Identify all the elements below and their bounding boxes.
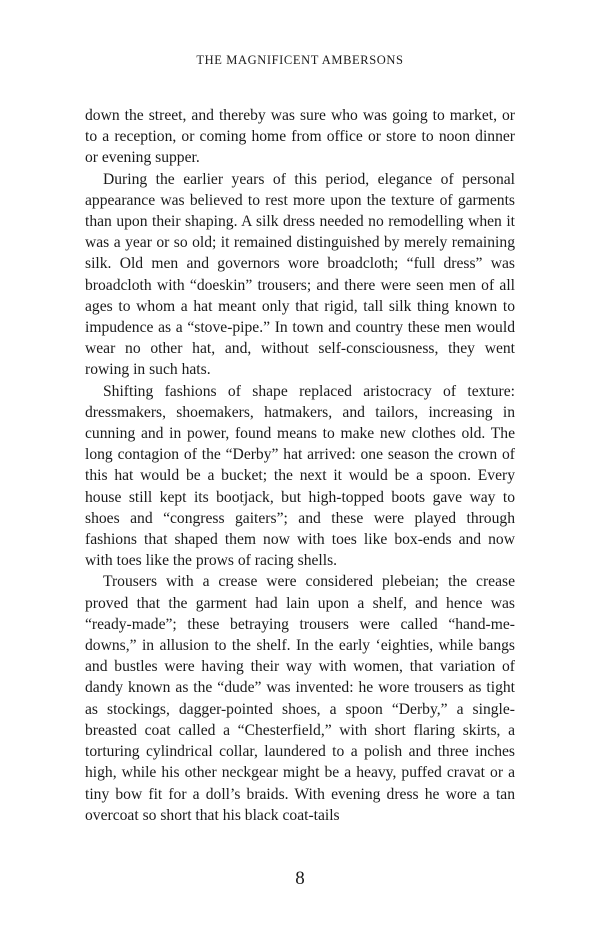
paragraph: down the street, and thereby was sure who was going to market, or to a reception, or coming home from office or store to noon dinner or evening supper. (85, 107, 515, 167)
body-text (85, 105, 515, 826)
paragraph: Trousers with a crease were considered plebeian; the crease proved that the garment had lain upon a shelf, and hence was “ready-made”; these betraying trousers were called “hand-me-downs,” in allusion to the shelf. In the early ‘eighties, while bangs and bustles were having their way with women, that variation of dandy known as the “dude” was invented: he wore trousers as tight as stockings, dagger-pointed shoes, a spoon “Derby,” a single-breasted coat called a “Chesterfield,” with short flaring skirts, a torturing cylindrical collar, laundered to a polish and three inches high, while his other neckgear might be a heavy, puffed cravat or a tiny bow fit for a doll’s braids. With evening dress he wore a tan overcoat so short that his black coat-tails (85, 573, 515, 824)
page-number: 8 (295, 868, 305, 889)
paragraph: During the earlier years of this period, elegance of personal appearance was believed to rest more upon the texture of garments than upon their shaping. A silk dress needed no remodelling when it was a year or so old; it remained distinguished by merely remaining silk. Old men and governors wore broadcloth; “full dress” was broadcloth with “doeskin” trousers; and there were seen men of all ages to whom a hat meant only that rigid, tall silk thing known to impudence as a “stove-pipe.” In town and country these men would wear no other hat, and, without self-consciousness, they went rowing in such hats. (85, 170, 515, 379)
paragraph: Shifting fashions of shape replaced aristocracy of texture: dressmakers, shoemakers, hatmakers, and tailors, increasing in cunning and in power, found means to make new clothes old. The long contagion of the “Derby” hat arrived: one season the crown of this hat would be a bucket; the next it would be a spoon. Every house still kept its bootjack, but high-topped boots gave way to shoes and “congress gaiters”; and these were played through fashions that shaped them now with toes like box-ends and now with toes like the prows of racing shells. (85, 382, 515, 570)
running-head: THE MAGNIFICENT AMBERSONS (196, 53, 404, 67)
